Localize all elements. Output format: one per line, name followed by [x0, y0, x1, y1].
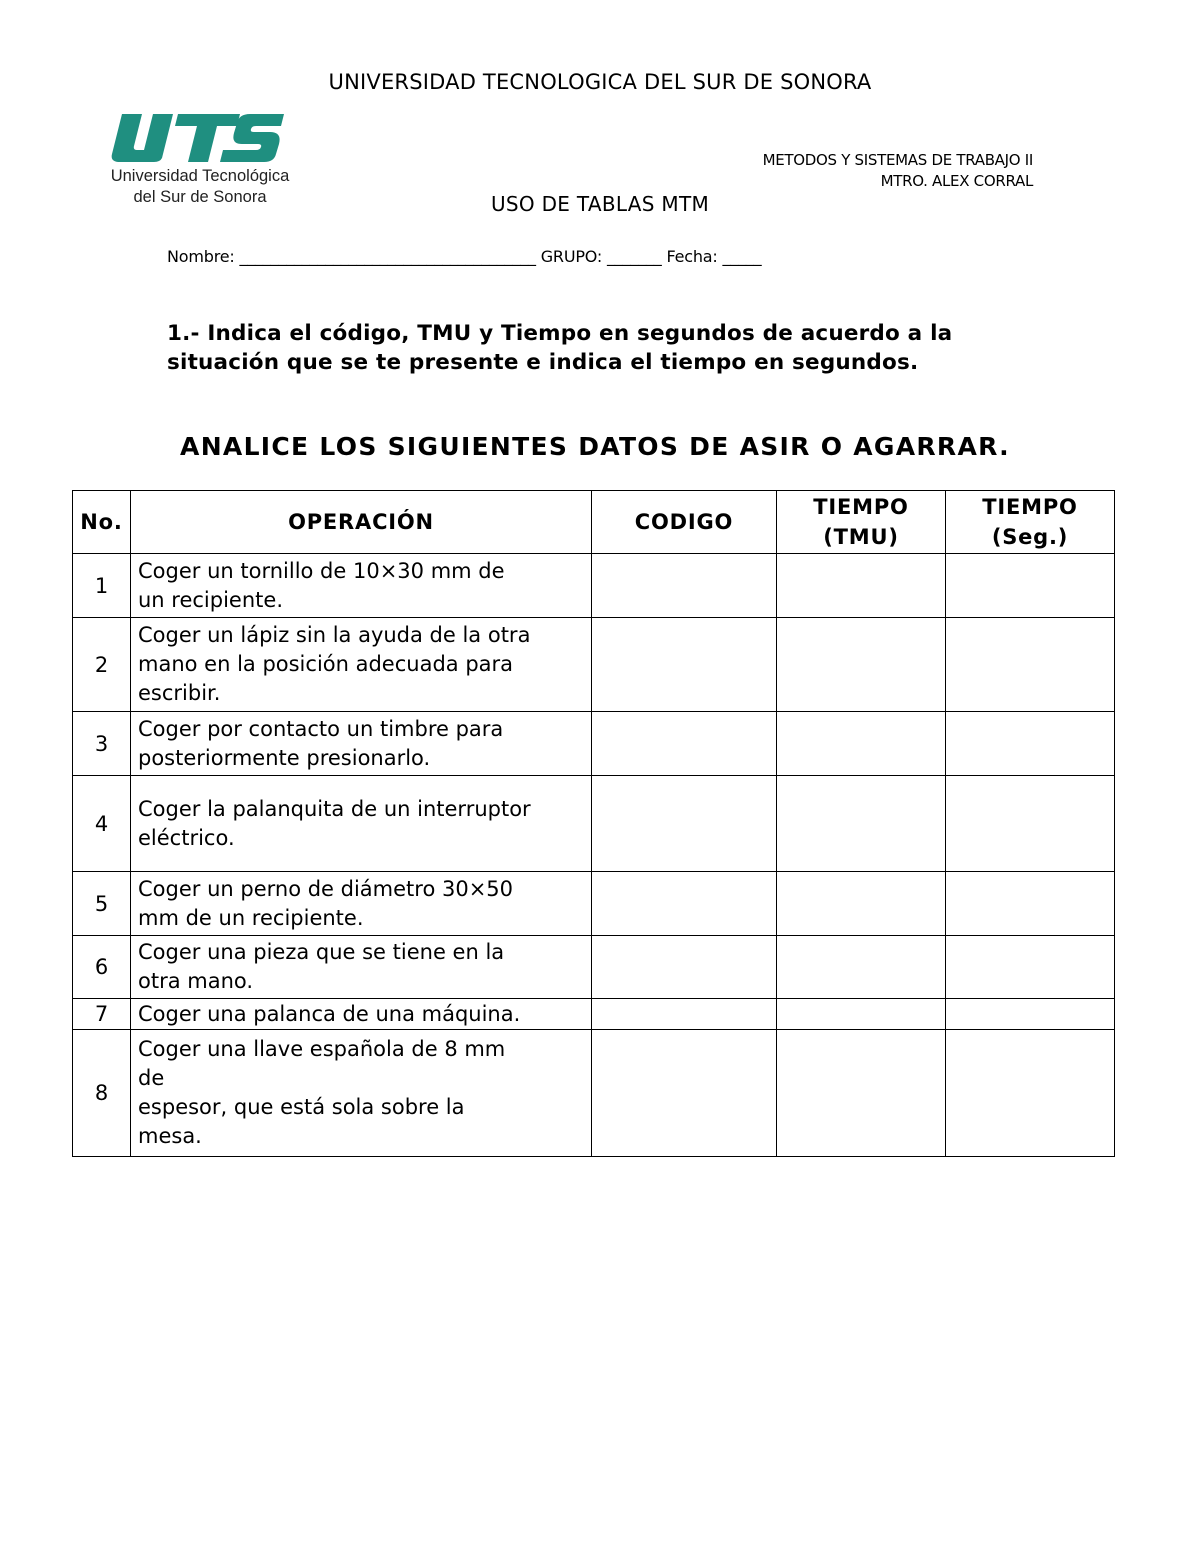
university-title: UNIVERSIDAD TECNOLOGICA DEL SUR DE SONORA — [328, 70, 872, 94]
col-header-codigo: CODIGO — [592, 491, 777, 554]
answer-codigo[interactable] — [592, 554, 777, 618]
answer-tiempo-seg[interactable] — [946, 776, 1115, 872]
operation-line: escribir. — [138, 681, 221, 705]
row-number: 6 — [73, 936, 131, 999]
operation-description — [131, 618, 592, 712]
answer-tiempo-seg[interactable] — [946, 936, 1115, 999]
col-header-tiempo-seg-line2: (Seg.) — [991, 525, 1069, 549]
table-row — [73, 1030, 1115, 1157]
col-header-tiempo-seg-line1: TIEMPO — [982, 495, 1078, 519]
course-info — [763, 150, 1033, 192]
teacher-name: MTRO. ALEX CORRAL — [880, 172, 1033, 190]
operation-line: Coger la palanquita de un interruptor — [138, 796, 531, 821]
operation-line: Coger un lápiz sin la ayuda de la otra — [138, 623, 531, 647]
operation-line: otra mano. — [138, 969, 254, 993]
operation-line: Coger por contacto un timbre para — [138, 716, 504, 741]
table-row — [73, 999, 1115, 1030]
logo-text-line-2: del Sur de Sonora — [133, 188, 267, 206]
col-header-operacion: OPERACIÓN — [131, 491, 592, 554]
answer-tiempo-tmu[interactable] — [777, 712, 946, 776]
operation-line: Coger una llave española de 8 mm — [138, 1037, 506, 1061]
operation-line: Coger un tornillo de 10×30 mm de — [138, 558, 505, 583]
answer-tiempo-seg[interactable] — [946, 554, 1115, 618]
answer-tiempo-seg[interactable] — [946, 618, 1115, 712]
row-number: 8 — [73, 1030, 131, 1157]
answer-tiempo-seg[interactable] — [946, 999, 1115, 1030]
col-header-tiempo-tmu-line2: (TMU) — [823, 525, 899, 549]
answer-tiempo-tmu[interactable] — [777, 999, 946, 1030]
row-number: 3 — [73, 712, 131, 776]
answer-codigo[interactable] — [592, 999, 777, 1030]
row-number: 1 — [73, 554, 131, 618]
answer-tiempo-seg[interactable] — [946, 872, 1115, 936]
answer-tiempo-tmu[interactable] — [777, 1030, 946, 1157]
student-info-line[interactable]: Nombre: ______________________________________ GRUPO: _______ Fecha: _____ — [167, 247, 762, 266]
operation-line: Coger una palanca de una máquina. — [138, 1001, 521, 1026]
operation-description — [131, 872, 592, 936]
section-title: ANALICE LOS SIGUIENTES DATOS DE ASIR O AGARRAR. — [180, 432, 1010, 461]
operation-description — [131, 554, 592, 618]
answer-codigo[interactable] — [592, 618, 777, 712]
answer-codigo[interactable] — [592, 712, 777, 776]
operation-line: mesa. — [138, 1124, 202, 1148]
col-header-tiempo-tmu — [777, 491, 946, 554]
row-number: 2 — [73, 618, 131, 712]
operation-line: eléctrico. — [138, 825, 235, 850]
operation-line: mm de un recipiente. — [138, 905, 364, 930]
operation-description — [131, 1030, 592, 1157]
answer-codigo[interactable] — [592, 776, 777, 872]
operation-description — [131, 999, 592, 1030]
answer-tiempo-tmu[interactable] — [777, 776, 946, 872]
table-row — [73, 712, 1115, 776]
table-row — [73, 872, 1115, 936]
operation-description — [131, 712, 592, 776]
operation-line: Coger un perno de diámetro 30×50 — [138, 876, 514, 901]
table-row — [73, 554, 1115, 618]
answer-tiempo-tmu[interactable] — [777, 872, 946, 936]
operation-line: posteriormente presionarlo. — [138, 745, 431, 770]
operation-line: un recipiente. — [138, 587, 283, 612]
course-name: METODOS Y SISTEMAS DE TRABAJO II — [762, 151, 1033, 169]
answer-codigo[interactable] — [592, 872, 777, 936]
operation-line: mano en la posición adecuada para — [138, 652, 514, 676]
row-number: 7 — [73, 999, 131, 1030]
answer-tiempo-seg[interactable] — [946, 712, 1115, 776]
table-header-row — [73, 491, 1115, 554]
row-number: 5 — [73, 872, 131, 936]
operation-description — [131, 936, 592, 999]
table-row — [73, 618, 1115, 712]
instruction-text: 1.- Indica el código, TMU y Tiempo en segundos de acuerdo a la situación que se te presente e indica el tiempo en segundos. — [167, 321, 953, 375]
operation-line: de — [138, 1066, 165, 1090]
table-row — [73, 776, 1115, 872]
document-title: USO DE TABLAS MTM — [490, 192, 710, 216]
col-header-tiempo-seg — [946, 491, 1115, 554]
answer-tiempo-tmu[interactable] — [777, 936, 946, 999]
answer-codigo[interactable] — [592, 936, 777, 999]
table-body — [73, 554, 1115, 1157]
logo-letter-u — [112, 114, 173, 162]
col-header-no: No. — [73, 491, 131, 554]
answer-codigo[interactable] — [592, 1030, 777, 1157]
logo-mark-shapes — [112, 114, 284, 162]
operation-line: espesor, que está sola sobre la — [138, 1095, 465, 1119]
logo-text-line-1: Universidad Tecnológica — [110, 167, 290, 185]
operation-description — [131, 776, 592, 872]
answer-table — [72, 490, 1115, 1157]
uts-logo-mark-icon — [100, 110, 300, 170]
table-row — [73, 936, 1115, 999]
col-header-tiempo-tmu-line1: TIEMPO — [813, 495, 909, 519]
operation-line: Coger una pieza que se tiene en la — [138, 940, 505, 964]
answer-tiempo-tmu[interactable] — [777, 554, 946, 618]
row-number: 4 — [73, 776, 131, 872]
answer-tiempo-tmu[interactable] — [777, 618, 946, 712]
answer-tiempo-seg[interactable] — [946, 1030, 1115, 1157]
